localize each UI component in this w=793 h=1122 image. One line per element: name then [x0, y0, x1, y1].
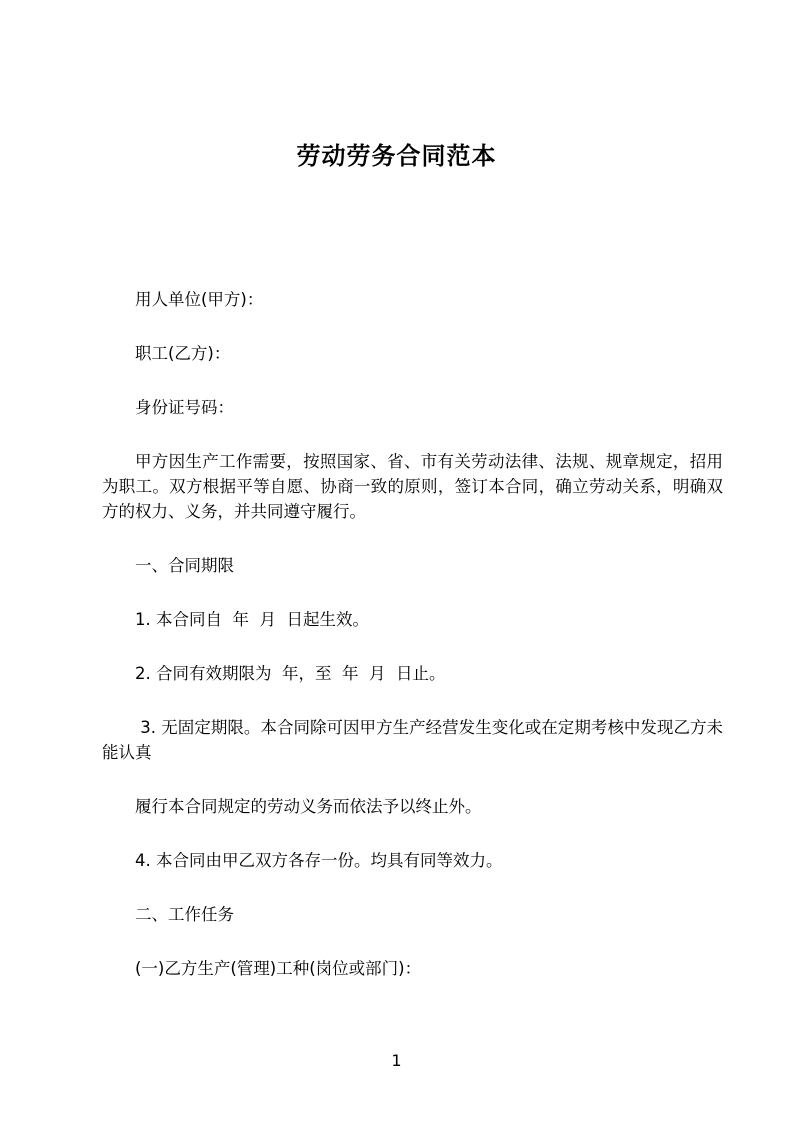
party-a-label: 用人单位(甲方)：	[135, 290, 264, 309]
section-1-item-2: 2. 合同有效期限为 年，至 年 月 日止。	[135, 664, 446, 683]
section-2-heading: 二、工作任务	[135, 905, 234, 924]
page-number: 1	[391, 1051, 402, 1070]
preamble-paragraph: 甲方因生产工作需要，按照国家、省、市有关劳动法律、法规、规章规定，招用为职工。双方根据平等自愿、协商一致的原则，签订本合同，确立劳动关系，明确双方的权力、义务，并共同遵守履行。	[102, 452, 723, 521]
document-title: 劳动劳务合同范本	[296, 142, 497, 170]
section-1-item-4: 4. 本合同由甲乙双方各存一份。均具有同等效力。	[135, 851, 503, 870]
section-1-heading: 一、合同期限	[135, 556, 234, 575]
section-1-item-3: 3. 无固定期限。本合同除可因甲方生产经营发生变化或在定期考核中发现乙方未能认真	[102, 718, 723, 762]
section-1-item-1: 1. 本合同自 年 月 日起生效。	[135, 610, 369, 629]
section-2-item-1: (一)乙方生产(管理)工种(岗位或部门)：	[135, 959, 422, 978]
id-number-label: 身份证号码：	[135, 398, 234, 417]
party-b-label: 职工(乙方)：	[135, 344, 231, 363]
section-1-item-3-continuation: 履行本合同规定的劳动义务而依法予以终止外。	[135, 797, 482, 816]
document-body	[102, 287, 723, 981]
